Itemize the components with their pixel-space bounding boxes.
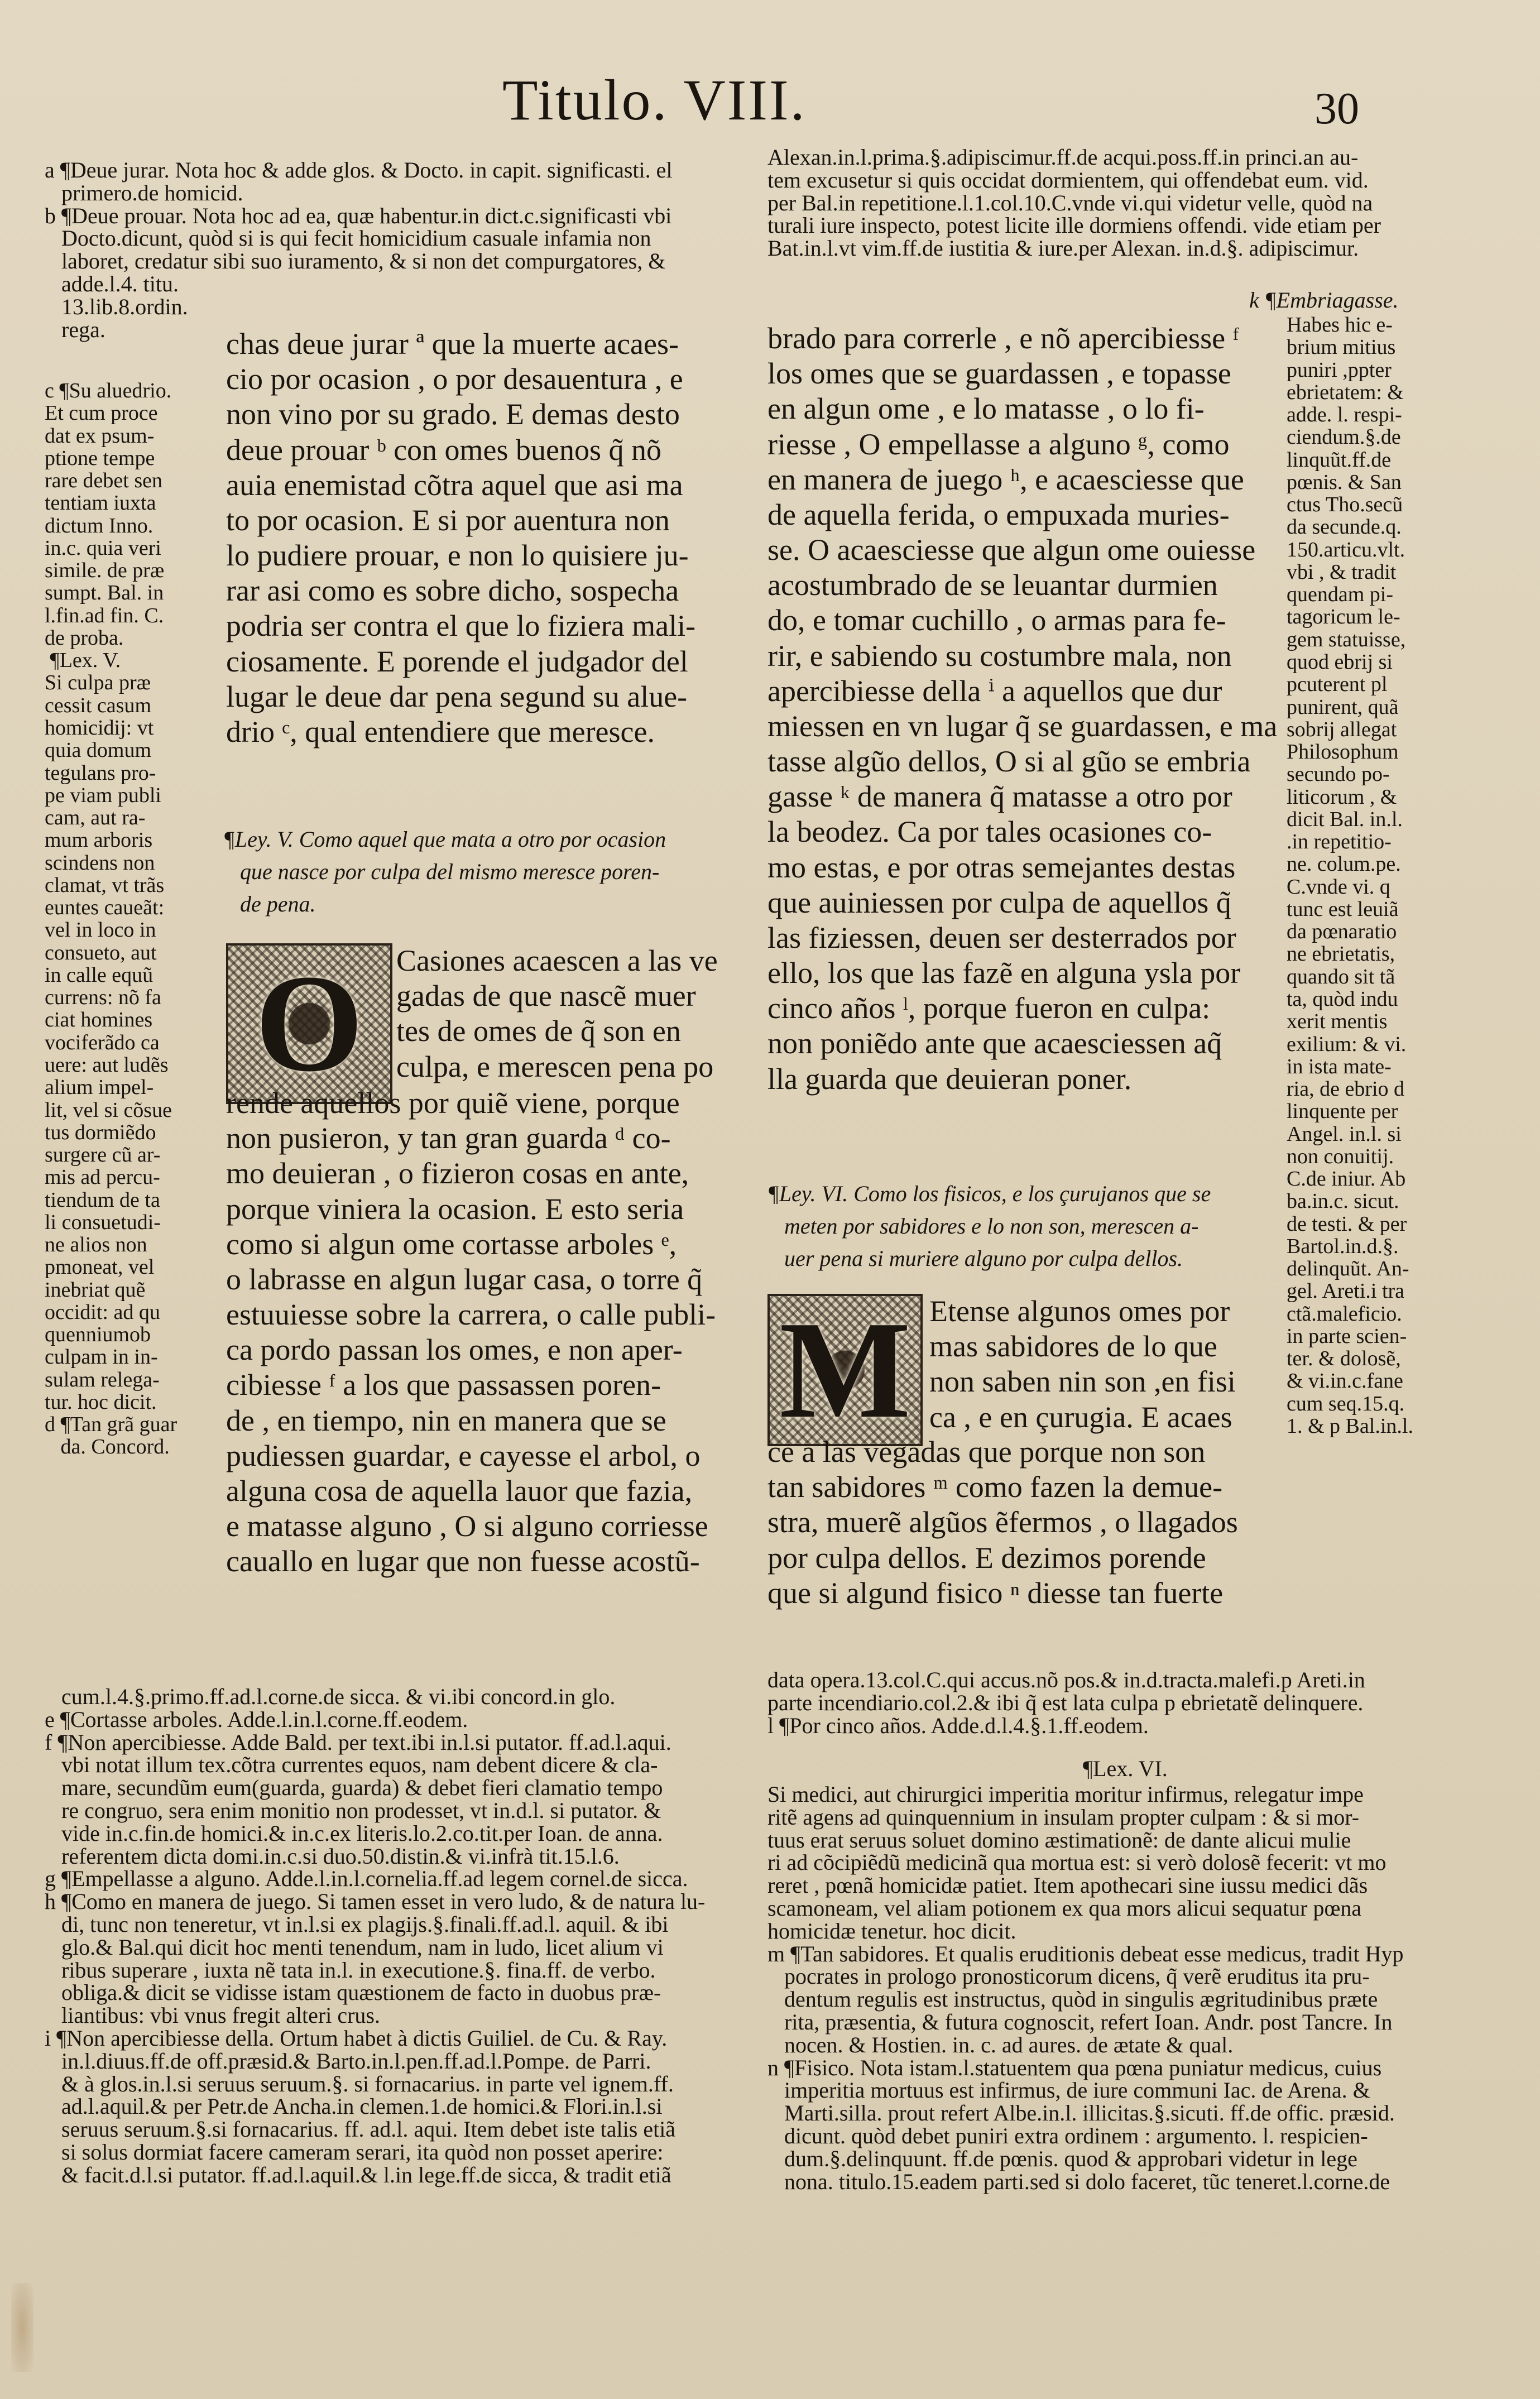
page-title: Titulo. VIII. [502, 68, 807, 132]
initial-letter: M [779, 1292, 911, 1447]
gloss-margin-right: Habes hic e- brium mitius puniri ,ppter ebrietatem: & adde. l. respi- ciendum.§.de linquũt.ff.de pœnis. & San ctus Tho.secũ da secunde.q. 150.articu.vlt. vbi , & tradit quendam pi- tagoricum le- gem statuisse, quod ebrij si pcuterent pl punirent, quã sobrij allegat Philosophum secundo po- liticorum , & dicit Bal. in.l. .in repetitio- ne. colum.pe. C.vnde vi. q tunc est leuiã da pœnaratio ne ebrietatis, quando sit tã ta, quòd indu xerit mentis exilium: & vi. in ista mate- ria, de ebrio d linquente per Angel. in.l. si non conuitij. C.de iniur. Ab ba.in.c. sicut. de testi. & per Bartol.in.d.§. delinquũt. An- gel. Areti.i tra ctã.maleficio. in parte scien- ter. & dolosẽ, & vi.in.c.fane cum seq.15.q. 1. & p Bal.in.l. [1287, 313, 1413, 1438]
gloss-top-left: a ¶Deue jurar. Nota hoc & adde glos. & Docto. in capit. significasti. el primero.de homicid. b ¶Deue prouar. Nota hoc ad ea, quæ habentur.in dict.c.significasti vbi Docto.dicunt, quòd si is qui fecit homicidium casuale infamia non laboret, credatur sibi suo iuramento, & si non det compurgatores, & adde.l.4. titu. 13.lib.8.ordin. rega. [45, 157, 673, 342]
gloss-bottom-left: cum.l.4.§.primo.ff.ad.l.corne.de sicca. & vi.ibi concord.in glo. e ¶Cortasse arboles. Adde.l.in.l.corne.ff.eodem. f ¶Non apercibiesse. Adde Bald. per text.ibi in.l.si putator. ff.ad.l.aqui. vbi notat illum tex.cõtra currentes equos, nam debent dicere & cla- mare, secundũm eum(guarda, guarda) & debet fieri clamatio tempo re congruo, sera enim monitio non prodesset, vt in.d.l. si putator. & vide in.c.fin.de homici.& in.c.ex literis.lo.2.co.tit.per Ioan. de anna. referentem dicta domi.in.c.si duo.50.distin.& vi.infrà tit.15.l.6. g ¶Empellasse a alguno. Adde.l.in.l.cornelia.ff.ad legem cornel.de sicca. h ¶Como en manera de juego. Si tamen esset in vero ludo, & de natura lu- di, tunc non teneretur, vt in.l.si ex plagijs.§.finali.ff.ad.l. aquil. & ibi glo.& Bal.qui dicit hoc menti tenendum, nam in ludo, licet alium vi ribus superare , iuxta nẽ tata in.l. in executione.§. fina.ff. de verbo. obliga.& dicit se vidisse istam quæstionem de facto in duobus præ- liantibus: vbi vnus fregit alteri crus. i ¶Non apercibiesse della. Ortum habet à dictis Guiliel. de Cu. & Ray. in.l.diuus.ff.de off.præsid.& Barto.in.l.pen.ff.ad.l.Pompe. de Parri. & à glos.in.l.si seruus seruum.§. si fornacarius. in parte vel ignem.ff. ad.l.aquil.& per Petr.de Ancha.in clemen.1.de homici.& Flori.in.l.si seruus seruum.§.si fornacarius. ff. ad.l. aqui. Item debet iste talis etiã si solus dormiat facere cameram serari, ita quòd non posset aperire: & facit.d.l.si putator. ff.ad.l.aquil.& l.in lege.ff.de sicca, & tradit etiã [45, 1684, 706, 2187]
main-text-left-b-indented: Casiones acaescen a las ve gadas de que nascẽ muer tes de omes de q̃ son en culpa, e merescen pena po [396, 944, 718, 1083]
lex-vi-heading: ¶Lex. VI. [1083, 1756, 1168, 1781]
decorated-initial-o [226, 943, 392, 1104]
main-text-right-b: ce a las vegadas que porque non son tan sabidores ᵐ como fazen la demue- stra, muerẽ algũos ẽfermos , o llagados por culpa dellos. E dezimos porende que si algund fisico ⁿ diesse tan fuerte [767, 1435, 1238, 1610]
decorated-initial-m [767, 1294, 923, 1446]
rubric-ley-vi: ¶Ley. VI. Como los fisicos, e los çurujanos que se meten por sabidores e lo non son, merescen a- uer pena si muriere alguno por culpa dellos. [767, 1181, 1211, 1271]
gloss-bottom-right-b: Si medici, aut chirurgici imperitia moritur infirmus, relegatur impe ritẽ agens ad quinquennium in insulam propter culpam : & si mor- tuus erat seruus soluet domino æstimationẽ: de dante alicui mulie ri ad cõcipiẽdũ medicinã qua mortua est: si verò dolosẽ fecerit: vt mo reret , pœnã homicidæ patiet. Item apothecari sine iussu medici dãs scamoneam, vel aliam potionem ex qua mors alicui sequatur pœna homicidæ tenetur. hoc dicit. m ¶Tan sabidores. Et qualis eruditionis debeat esse medicus, tradit Hyp pocrates in prologo pronosticorum dicens, q̃ verẽ eruditus ita pru- dentum regulis est instructus, quòd in singulis ægritudinibus præte rita, præsentia, & futura cognoscit, refert Ioan. Andr. post Tancre. In nocen. & Hostien. in. c. ad aures. de ætate & qual. n ¶Fisico. Nota istam.l.statuentem qua pœna puniatur medicus, cuius imperitia mortuus est infirmus, de iure communi Iac. de Arena. & Marti.silla. prout refert Albe.in.l. illicitas.§.sicuti. ff.de offic. præsid. dicunt. quòd debet puniri extra ordinem : argumento. l. respicien- dum.§.delinquunt. ff.de pœnis. quod & approbari videtur in lege nona. titulo.15.eadem parti.sed si dolo faceret, tũc teneret.l.corne.de [767, 1782, 1404, 2194]
gloss-bottom-right-a: data opera.13.col.C.qui accus.nõ pos.& in.d.tracta.malefi.p Areti.in parte incendiario.col.2.& ibi q̃ est lata culpa p ebrietatẽ delinquere. l ¶Por cinco años. Adde.d.l.4.§.1.ff.eodem. [767, 1667, 1365, 1738]
gloss-margin-left: c ¶Su aluedrio. Et cum proce dat ex psum- ptione tempe rare debet sen tentiam iuxta dictum Inno. in.c. quia veri simile. de præ sumpt. Bal. in l.fin.ad fin. C. de proba. ¶Lex. V. Si culpa præ cessit casum homicidij: vt quia domum tegulans pro- pe viam publi cam, aut ra- mum arboris scindens non clamat, vt trãs euntes caueãt: vel in loco in consueto, aut in calle equũ currens: nõ fa ciat homines vociferãdo ca uere: aut ludẽs alium impel- lit, vel si cõsue tus dormiẽdo surgere cũ ar- mis ad percu- tiendum de ta li consuetudi- ne alios non pmoneat, vel inebriat quẽ occidit: ad qu quenniumob culpam in in- sulam relega- tur. hoc dicit. d ¶Tan grã guar da. Concord. [45, 379, 177, 1459]
paper-stain [11, 2283, 33, 2372]
rubric-ley-v: ¶Ley. V. Como aquel que mata a otro por ocasion que nasce por culpa del mismo meresce poren- de pena. [223, 827, 666, 917]
main-text-left-a: chas deue jurar ª que la muerte acaes- cio por ocasion , o por desauentura , e non vino por su grado. E demas desto deue prouar ᵇ con omes buenos q̃ nõ auia enemistad cõtra aquel que asi ma to por ocasion. E si por auentura non lo pudiere prouar, e non lo quisiere ju- rar asi como es sobre dicho, sospecha podria ser contra el que lo fiziera mali- ciosamente. E porende el judgador del lugar le deue dar pena segund su alue- drio ᶜ, qual entendiere que meresce. [226, 327, 696, 749]
gloss-side-heading: k ¶Embriagasse. [1249, 287, 1399, 313]
folio-number: 30 [1314, 84, 1359, 133]
initial-letter: O [255, 946, 364, 1101]
main-text-right-b-indented: Etense algunos omes por mas sabidores de lo que non saben nin son ,en fisi ca , e en çurugia. E acaes [929, 1294, 1236, 1434]
gloss-top-right: Alexan.in.l.prima.§.adipiscimur.ff.de acqui.poss.ff.in princi.an au- tem excusetur si quis occidat dormientem, qui offendebat eum. vid. per Bal.in repetitione.l.1.col.10.C.vnde vi.qui videtur velle, quòd na turali iure inspecto, potest licite ille dormiens offendi. vide etiam per Bat.in.l.vt vim.ff.de iustitia & iure.per Alexan. in.d.§. adipiscimur. [767, 145, 1381, 261]
main-text-left-b: rende aquellos por quiẽ viene, porque non pusieron, y tan gran guarda ᵈ co- mo deuieran , o fizieron cosas en ante, porque viniera la ocasion. E esto seria como si algun ome cortasse arboles ᵉ, o labrasse en algun lugar casa, o torre q̃ estuuiesse sobre la carrera, o calle publi- ca pordo passan los omes, e non aper- cibiesse ᶠ a los que passassen poren- de , en tiempo, nin en manera que se pudiessen guardar, e cayesse el arbol, o alguna cosa de aquella lauor que fazia, e matasse alguno , O si alguno corriesse cauallo en lugar que non fuesse acostũ- [226, 1086, 716, 1578]
main-text-right-a: brado para correrle , e nõ apercibiesse ᶠ los omes que se guardassen , e topasse en algun ome , e lo matasse , o lo fi- riesse , O empellasse a alguno ᵍ, como en manera de juego ʰ, e acaesciesse que de aquella ferida, o empuxada muries- se. O acaesciesse que algun ome ouiesse acostumbrado de se leuantar durmien do, e tomar cuchillo , o armas para fe- rir, e sabiendo su costumbre mala, non apercibiesse della ⁱ a aquellos que dur miessen en vn lugar q̃ se guardassen, e ma tasse algũo dellos, O si al gũo se embria gasse ᵏ de manera q̃ matasse a otro por la beodez. Ca por tales ocasiones co- mo estas, e por otras semejantes destas que auiniessen por culpa de aquellos q̃ las fiziessen, deuen ser desterrados por ello, los que las fazẽ en alguna ysla por cinco años ˡ, porque fueron en culpa: non poniẽdo ante que acaesciessen aq̃ lla guarda que deuieran poner. [767, 322, 1278, 1096]
